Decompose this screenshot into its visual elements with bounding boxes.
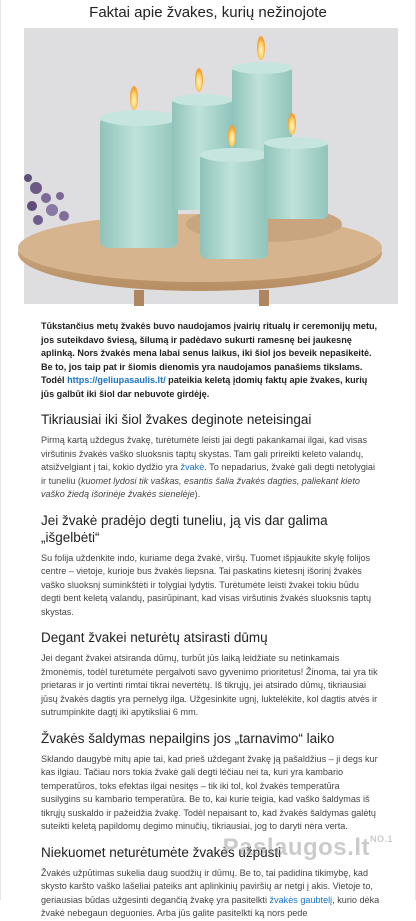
section-1-italic: kuomet lydosi tik vaškas, esantis šalia žvakės dagties, paliekant kieto vaško žiedą išorinėje žvakės sienelėje <box>41 475 360 499</box>
intro-text: Tūkstančius metų žvakės buvo naudojamos įvairių ritualų ir ceremonijų metu, jos suteikdavo šviesą, šilumą ir padėdavo sukurti ramesnę bei jaukesnę aplinką. Nors žvakės mena labai senus laikus, iki šiol jos beveik nepasikeitė. Be to, jos taip pat ir šiomis dienomis yra naudojamos panašiems tikslams. Todėl <box>41 321 378 385</box>
candles-photo-illustration <box>24 28 398 304</box>
section-1-text-end: ). <box>194 489 201 499</box>
section-5-text: Žvakės užpūtimas sukelia daug suodžių ir dūmų. Be to, tai padidina tikimybę, kad skysto karšto vaško lašeliai pateiks ant aplinkinių paviršių ar netgi į akis. Vietoje to, geriausias būdas užgesinti degančią žvakę yra pasitelkti <box>41 867 373 905</box>
section-1-text: Pirmą kartą uždegus žvakę, turėtumėte leisti jai degti pakankamai ilgai, kad visas viršutinis žvakės vaško sluoksnis taptų skystas. Tam gali prireikti keleto valandų, atsižvelgiant į tai, kokio dydžio yra <box>41 435 368 472</box>
paslaugos-watermark <box>223 834 393 862</box>
article-body <box>41 320 381 921</box>
section-paragraph-1 <box>41 434 381 502</box>
section-heading-2: Jei žvakė pradėjo degti tuneliu, ją vis dar galima „išgelbėti“ <box>41 512 328 545</box>
candle-snuffer-link[interactable]: žvakės gaubtelį <box>269 894 333 905</box>
section-paragraph-3: Jei degant žvakei atsiranda dūmų, turbūt jūs laiką leidžiate su netinkamais žmonėmis, todėl turėtumėte pergalvoti savo gyvenimo prioritetus! Žinoma, tai yra tik prietaras ir jo vertinti rimtai tikrai nevertėtų. Iš tikrųjų, jei atsirado dūmų, tikriausiai jūsų žvakės dagtis yra pernelyg ilga. Užgesinkite ugnį, luktelėkite, kol dagtis atvės ir sutrumpinkite dagtį iki apytiksliai 6 mm. <box>41 653 378 717</box>
watermark-text: Paslaugos.lt <box>222 834 370 861</box>
candle-link[interactable]: žvakė <box>180 462 205 472</box>
section-paragraph-4: Sklando daugybė mitų apie tai, kad prieš uždegant žvakę ją pašaldžius – ji degs kur kas ilgiau. Tačiau nors tokia žvakė gali degti lėčiau nei ta, kuri yra kambario temperatūros, toks efektas ilgai nesitęs – tik iki tol, kol žvakės temperatūra susilygins su kambario temperatūra. Be to, kai kurie teigia, kad vaško šaldymas iš tikrųjų suskaldo ir pažeidžia žvakę. Todėl nepaisant to, kad žvakės šaldymas galėtų suteikti keletą papildomų degimo minučių, tikriausiai, jog to daryti nėra verta. <box>41 753 378 831</box>
watermark-suffix: NO.1 <box>369 834 393 844</box>
section-heading-3: Degant žvakei neturėtų atsirasti dūmų <box>41 630 268 645</box>
section-paragraph-2: Su folija uždenkite indo, kuriame dega žvakė, viršų. Tuomet išpjaukite skylę folijos centre – vietoje, kurioje bus žvakės liepsna. Tai paskatins kietesnį išorinį žvakės vaško sluoksnį suminkštėti ir tolygiai lydytis. Turėtumėte leisti žvakei tokiu būdu degti bent keletą valandų, pasirūpinant, kad visas viršutinis žvakės sluoksnis taptų skystas. <box>41 552 372 617</box>
section-heading-4: Žvakės šaldymas nepailgins jos „tarnavimo“ laiko <box>41 730 335 746</box>
section-1-text-cont: . To nepadarius, žvakė gali degti netolygiai ir tuneliu ( <box>41 462 375 486</box>
intro-paragraph <box>41 320 381 401</box>
page-title: Faktai apie žvakes, kurių nežinojote <box>89 4 327 21</box>
section-5-text-end: , kurio dėka žvakė nebegaun deguonies. Arba jūs galite pasitelkti ką nors pede <box>41 894 380 918</box>
section-heading-5: Niekuomet neturėtumėte žvakės užpūsti <box>41 844 282 860</box>
section-paragraph-5 <box>41 867 381 921</box>
site-link[interactable]: https://geliupasaulis.lt/ <box>67 375 166 385</box>
intro-text-end: pateikia keletą įdomių faktų apie žvakes, kurių jūs galbūt iki šiol dar nebuvote girdėję. <box>41 375 368 399</box>
candles-photo <box>24 28 398 304</box>
section-heading-1: Tikriausiai iki šiol žvakes deginote neteisingai <box>41 412 312 427</box>
